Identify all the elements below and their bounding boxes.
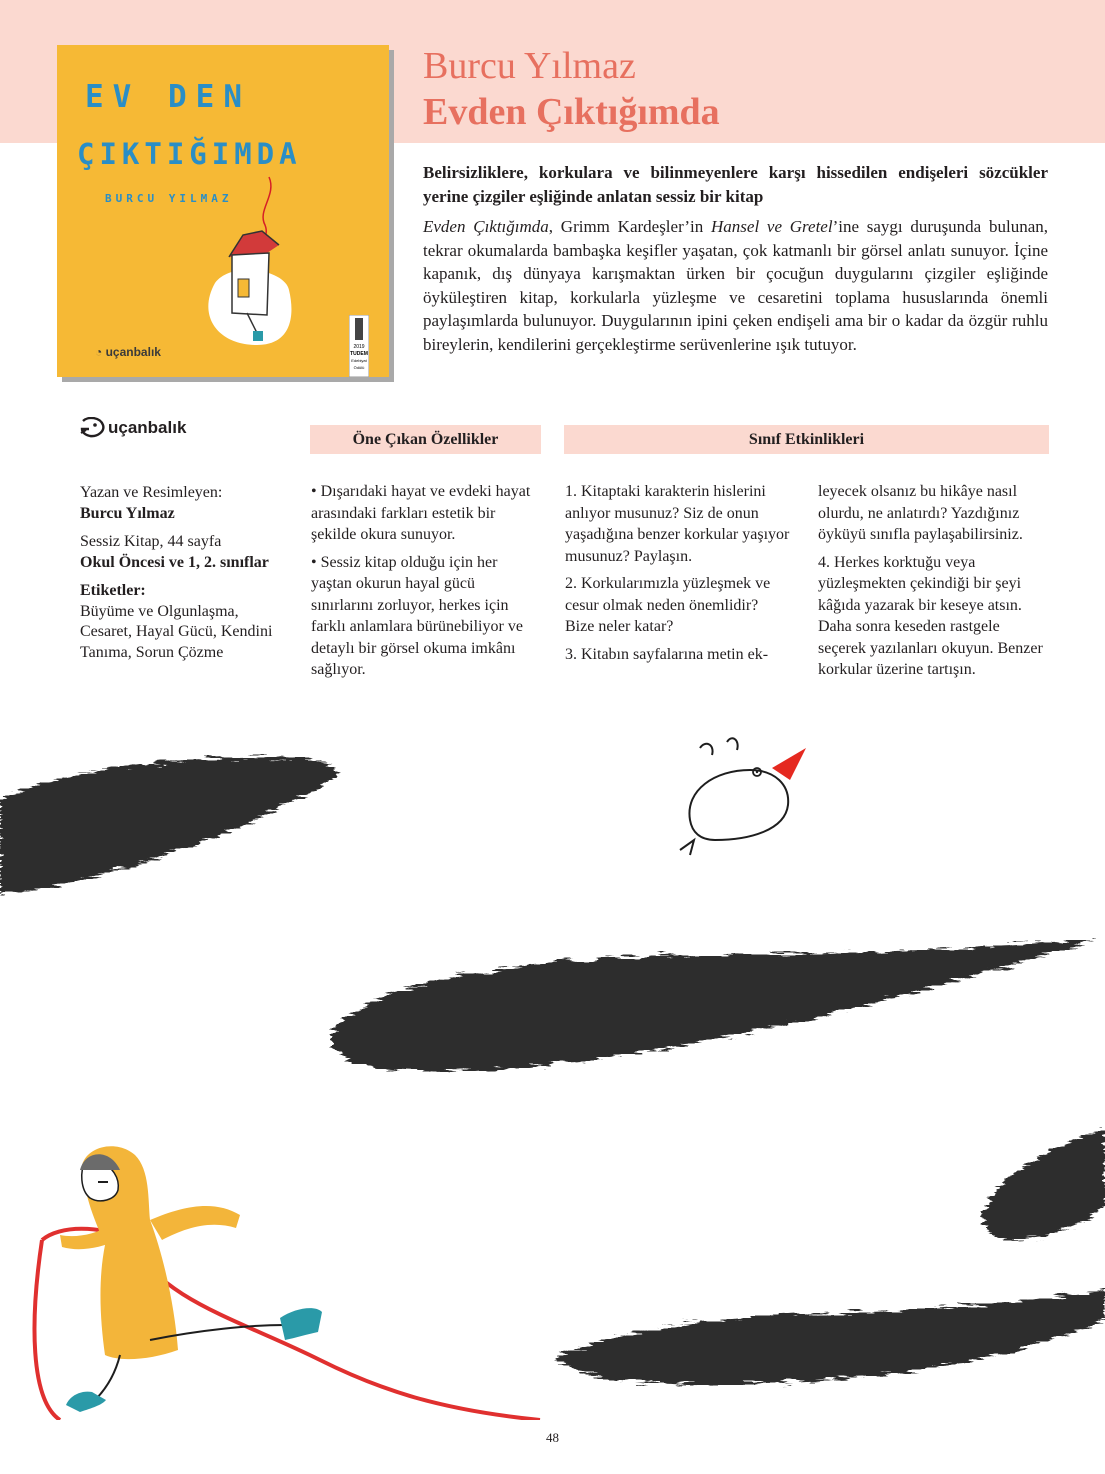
author-name: Burcu Yılmaz [80,504,175,522]
grade-info: Okul Öncesi ve 1, 2. sınıflar [80,553,269,571]
list-item: leyecek olsanız bu hikâye nasıl olurdu, ne anlatırdı? Yazdığınız öyküyü sınıfla paylaşabilirsiniz. [818,483,1023,543]
award-line1: Edebiyat [351,358,367,363]
award-year: 2019 [353,344,365,350]
award-badge [349,315,369,377]
list-item: 1. Kitaptaki karakterin hislerini anlıyor musunuz? Siz de onun yaşadığına benzer korkular yaşıyor musunuz? Paylaşın. [565,483,790,565]
house-illustration [57,45,389,377]
page-number: 48 [546,1430,559,1445]
book-cover [57,45,389,377]
list-item: 4. Herkes korktuğu veya yüzleşmekten çekindiği bir şeyi kâğıda yazarak bir keseye atsın. Daha sonra keseden rastgele seçerek yazılanları okuyun. Benzer korkular üzerine tartışın. [818,553,1043,678]
features-heading: Öne Çıkan Özellikler [310,425,541,454]
list-item: 2. Korkularımızla yüzleşmek ve cesur olmak neden önemlidir? Bize neler katar? [565,575,771,635]
format-info: Sessiz Kitap, 44 sayfa [80,533,222,550]
lead-paragraph: Belirsizliklere, korkulara ve bilinmeyenlere karşı hissedilen endişeleri sözcükler yerine çizgiler eşliğinde anlatan sessiz bir kitap [423,163,1048,206]
list-item: • Dışarıdaki hayat ve evdeki hayat arasındaki farkları estetik bir şekilde okura sunuyor. [311,483,531,543]
cover-title-line2: ÇIKTIĞIMDA [77,137,302,171]
publisher-logo [80,417,186,439]
features-list [311,481,541,687]
tags-list: Büyüme ve Olgunlaşma, Cesaret, Hayal Gücü, Kendini Tanıma, Sorun Çözme [80,602,273,661]
cover-title-line1: EV DEN [85,79,251,115]
activities-column-1 [565,481,791,671]
child-illustration [35,1146,540,1420]
ink-stroke [983,1130,1105,1239]
cover-author: BURCU YILMAZ [105,192,233,205]
list-item: • Sessiz kitap olduğu için her yaştan okurun hayal gücü sınırlarını zorluyor, herkes için farklı anlamlara bürünebiliyor ve detaylı bir görsel okuma imkânı sağlıyor. [311,553,523,678]
page-title: Evden Çıktığımda [423,91,720,133]
award-line2: Ödülü [353,365,365,370]
activities-column-2 [818,481,1050,687]
fish-logo-icon [80,417,106,439]
book-metadata [80,483,290,663]
activities-heading: Sınıf Etkinlikleri [564,425,1049,454]
cover-publisher: ◔ uçanbalık [95,345,161,359]
ink-stroke [0,758,336,895]
bird-illustration [680,738,806,855]
author-label: Yazan ve Resimleyen: [80,484,223,501]
tags-label: Etiketler: [80,582,146,599]
description-paragraph: Evden Çıktığımda, Grimm Kardeşler’in Hansel ve Gretel’ine saygı duruşunda bulunan, tekrar okumalarda bambaşka keşifler yaşatan, çok katmanlı bir görsel anlatı sunuyor. İçine kapanık, dış dünyaya karışmaktan ürken bir çocuğun duygularını çizgiler eşliğinde öyküleştiren kitap, korkularla yüzleşme ve cesaretini toplama hususlarında önemli paylaşımlarda bulunuyor. Duygularının ipini çeken endişeli ama bir o kadar da özgür ruhlu bireylerin, kendilerini gerçekleştirme serüvenlerine ışık tutuyor. [423,217,1048,354]
ink-stroke [332,940,1095,1072]
list-item: 3. Kitabın sayfalarına metin ek- [565,645,769,663]
award-name: TUDEM [350,351,368,357]
fish-logo-icon: ◔ [95,345,103,359]
page-author: Burcu Yılmaz [423,45,636,87]
ink-stroke [555,1290,1105,1385]
publisher-logo-text: uçanbalık [108,418,187,437]
story-illustration [0,700,1105,1420]
